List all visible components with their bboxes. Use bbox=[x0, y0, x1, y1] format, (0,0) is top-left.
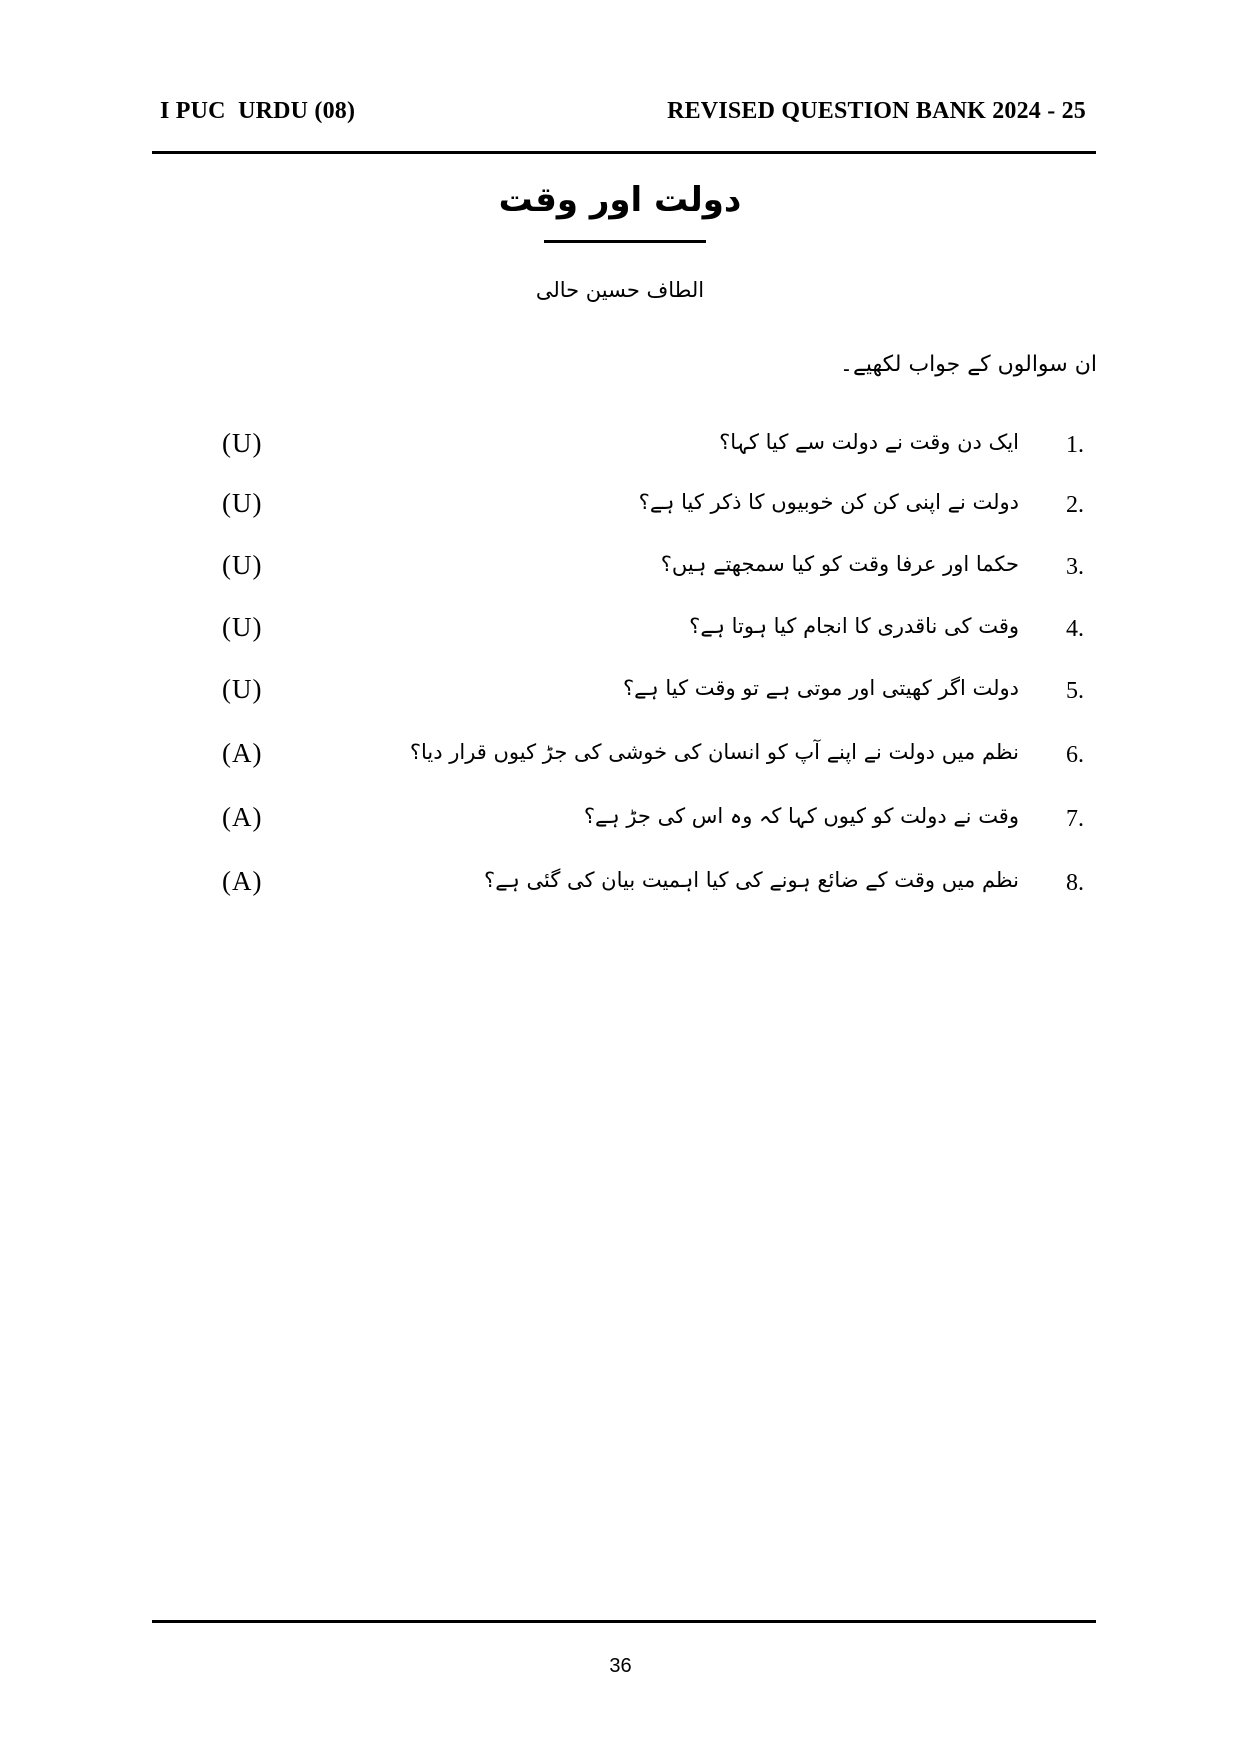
question-number: 4. bbox=[1066, 616, 1084, 642]
question-item bbox=[0, 550, 1241, 590]
question-text: وقت نے دولت کو کیوں کہا کہ وہ اس کی جڑ ہے؟ bbox=[583, 804, 1019, 828]
question-category-tag: (A) bbox=[222, 802, 263, 832]
question-item bbox=[0, 612, 1241, 652]
question-text: نظم میں وقت کے ضائع ہونے کی کیا اہمیت بیان کی گئی ہے؟ bbox=[484, 868, 1019, 892]
question-item bbox=[0, 488, 1241, 528]
author-name: الطاف حسین حالی bbox=[535, 278, 705, 302]
page-number: 36 bbox=[609, 1655, 632, 1677]
question-text: دولت اگر کھیتی اور موتی ہے تو وقت کیا ہے؟ bbox=[622, 676, 1019, 700]
header-divider bbox=[152, 151, 1096, 154]
instruction-text: ان سوالوں کے جواب لکھیے۔ bbox=[840, 352, 1097, 377]
page-title: دولت اور وقت bbox=[498, 180, 742, 220]
question-category-tag: (U) bbox=[222, 488, 263, 518]
question-category-tag: (U) bbox=[222, 612, 263, 642]
question-item bbox=[0, 802, 1241, 842]
header-course-label: I PUC URDU (08) bbox=[160, 98, 356, 124]
header-question-bank-label: REVISED QUESTION BANK 2024 - 25 bbox=[667, 98, 1086, 124]
question-category-tag: (U) bbox=[222, 428, 263, 458]
question-item bbox=[0, 674, 1241, 714]
question-text: نظم میں دولت نے اپنے آپ کو انسان کی خوشی کی جڑ کیوں قرار دیا؟ bbox=[409, 740, 1019, 764]
question-item bbox=[0, 738, 1241, 778]
question-category-tag: (U) bbox=[222, 674, 263, 704]
question-number: 6. bbox=[1066, 742, 1084, 768]
question-number: 2. bbox=[1066, 492, 1084, 518]
question-number: 8. bbox=[1066, 870, 1084, 896]
question-item bbox=[0, 866, 1241, 906]
question-category-tag: (U) bbox=[222, 550, 263, 580]
question-text: وقت کی ناقدری کا انجام کیا ہوتا ہے؟ bbox=[689, 614, 1019, 638]
footer-divider bbox=[152, 1620, 1096, 1623]
question-number: 5. bbox=[1066, 678, 1084, 704]
question-category-tag: (A) bbox=[222, 866, 263, 896]
question-text: ایک دن وقت نے دولت سے کیا کہا؟ bbox=[719, 430, 1019, 454]
question-text: حکما اور عرفا وقت کو کیا سمجھتے ہیں؟ bbox=[660, 552, 1019, 576]
question-category-tag: (A) bbox=[222, 738, 263, 768]
question-item bbox=[0, 428, 1241, 468]
question-text: دولت نے اپنی کن کن خوبیوں کا ذکر کیا ہے؟ bbox=[638, 490, 1019, 514]
title-underline bbox=[544, 240, 706, 243]
question-number: 7. bbox=[1066, 806, 1084, 832]
question-number: 1. bbox=[1066, 432, 1084, 458]
question-number: 3. bbox=[1066, 554, 1084, 580]
